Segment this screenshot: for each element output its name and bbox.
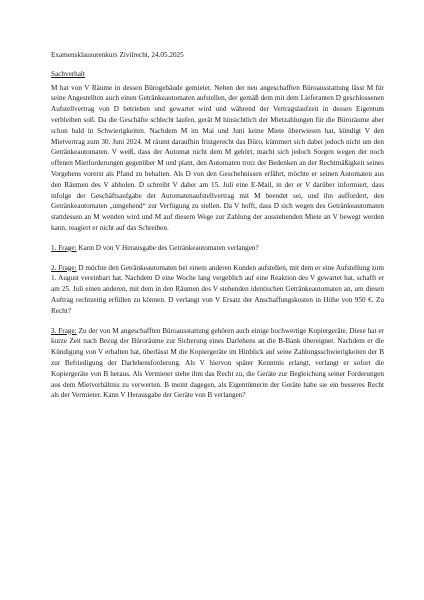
- question-2-label: 2. Frage:: [51, 263, 77, 272]
- question-3-text: Zu der von M angeschafften Büroausstattung gehören auch einige hochwertige Kopiergeräte. Diese hat er kurze Zeit nach Bezug der Büroräume zur Sicherung eines Darlehens an die B-Bank übereignet. Nachdem er die Kündigung von V erhalten hat, überlässt M die Kopiergeräte im Hinblick auf seine Zahlungsschwierigkeiten der B zur Befriedigung der Darlehensforderung. Als V hiervon später Kenntnis erlangt, verlangt er sofort die Kopiergeräte von B heraus. Als Vermieter stehe ihm das Recht zu, die Geräte zur Begleichung seiner Forderungen aus dem Mietverhältnis zu verwerten. B meint dagegen, als Eigentümerin der Geräte habe sie ein besseres Recht als der Vermieter. Kann V Herausgabe der Geräte von B verlangen?: [51, 326, 384, 400]
- question-3-label: 3. Frage:: [51, 326, 77, 335]
- question-1: [51, 243, 384, 254]
- question-3: [51, 326, 384, 402]
- question-2-text: D möchte den Getränkeautomaten bei einem anderen Kunden aufstellen, mit dem er eine Aufstellung zum 1. August vereinbart hat. Nachdem D eine Woche lang vergeblich auf eine Reaktion des V gewartet hat, schafft er am 25. Juli einen anderen, mit dem in den Räumen des V stehenden identischen Getränkeautomaten an, um diesen Auftrag rechtzeitig erfüllen zu können. D verlangt von V Ersatz der Anschaffungskosten in Höhe von 950 €. Zu Recht?: [51, 263, 384, 315]
- document-title: Examensklausurenkurs Zivilrecht, 24.05.2025: [51, 51, 184, 59]
- question-1-label: 1. Frage:: [51, 243, 77, 252]
- section-title: Sachverhalt: [51, 69, 85, 78]
- question-1-text: Kann D von V Herausgabe des Getränkeautomaten verlangen?: [76, 243, 259, 252]
- question-2: [51, 263, 384, 317]
- facts-paragraph: M hat von V Räume in dessen Bürogebäude gemietet. Neben der neu angeschafften Büroausstattung lässt M für seine Angestellten auch einen Getränkeautomaten aufstellen, der gemäß dem mit dem Lieferanten D geschlossenen Aufstellvertrag von D betrieben und gewartet wird und während der Vertragslaufzeit in dessen Eigentum verbleiben soll. Da die Geschäfte schlecht laufen, gerät M hinsichtlich der Mietzahlungen für die Büroräume aber schon bald in Schwierigkeiten. Nachdem M im Mai und Juni keine Miete überwiesen hat, kündigt V den Mietvertrag zum 30. Juni 2024. M räumt daraufhin fristgerecht das Büro, kümmert sich dabei jedoch nicht um den Getränkeautomaten. V weiß, dass der Automat nicht dem M gehört, macht sich jedoch Sorgen wegen der noch offenen Mietforderungen gegenüber M und plant, den Automaten trotz der Bedenken an der Rechtmäßigkeit seines Vorgehens vorerst als Pfand zu behalten. Als D von den Geschehnissen erfährt, möchte er seinen Automaten aus den Räumen des V abholen. D schreibt V daher am 15. Juli eine E-Mail, in der er V darüber informiert, dass infolge der Geschäftsaufgabe der Automatenaufstellvertrag mit M beendet sei, und ihn auffordert, den Getränkeautomaten „umgehend“ zur Verfügung zu stellen. Da V hofft, dass D sich wegen des Getränkeautomaten stattdessen an M wenden wird und M auf diesem Wege zur Zahlung der ausstehenden Miete an V bewegt werden kann, reagiert er nicht auf das Schreiben.: [51, 83, 384, 232]
